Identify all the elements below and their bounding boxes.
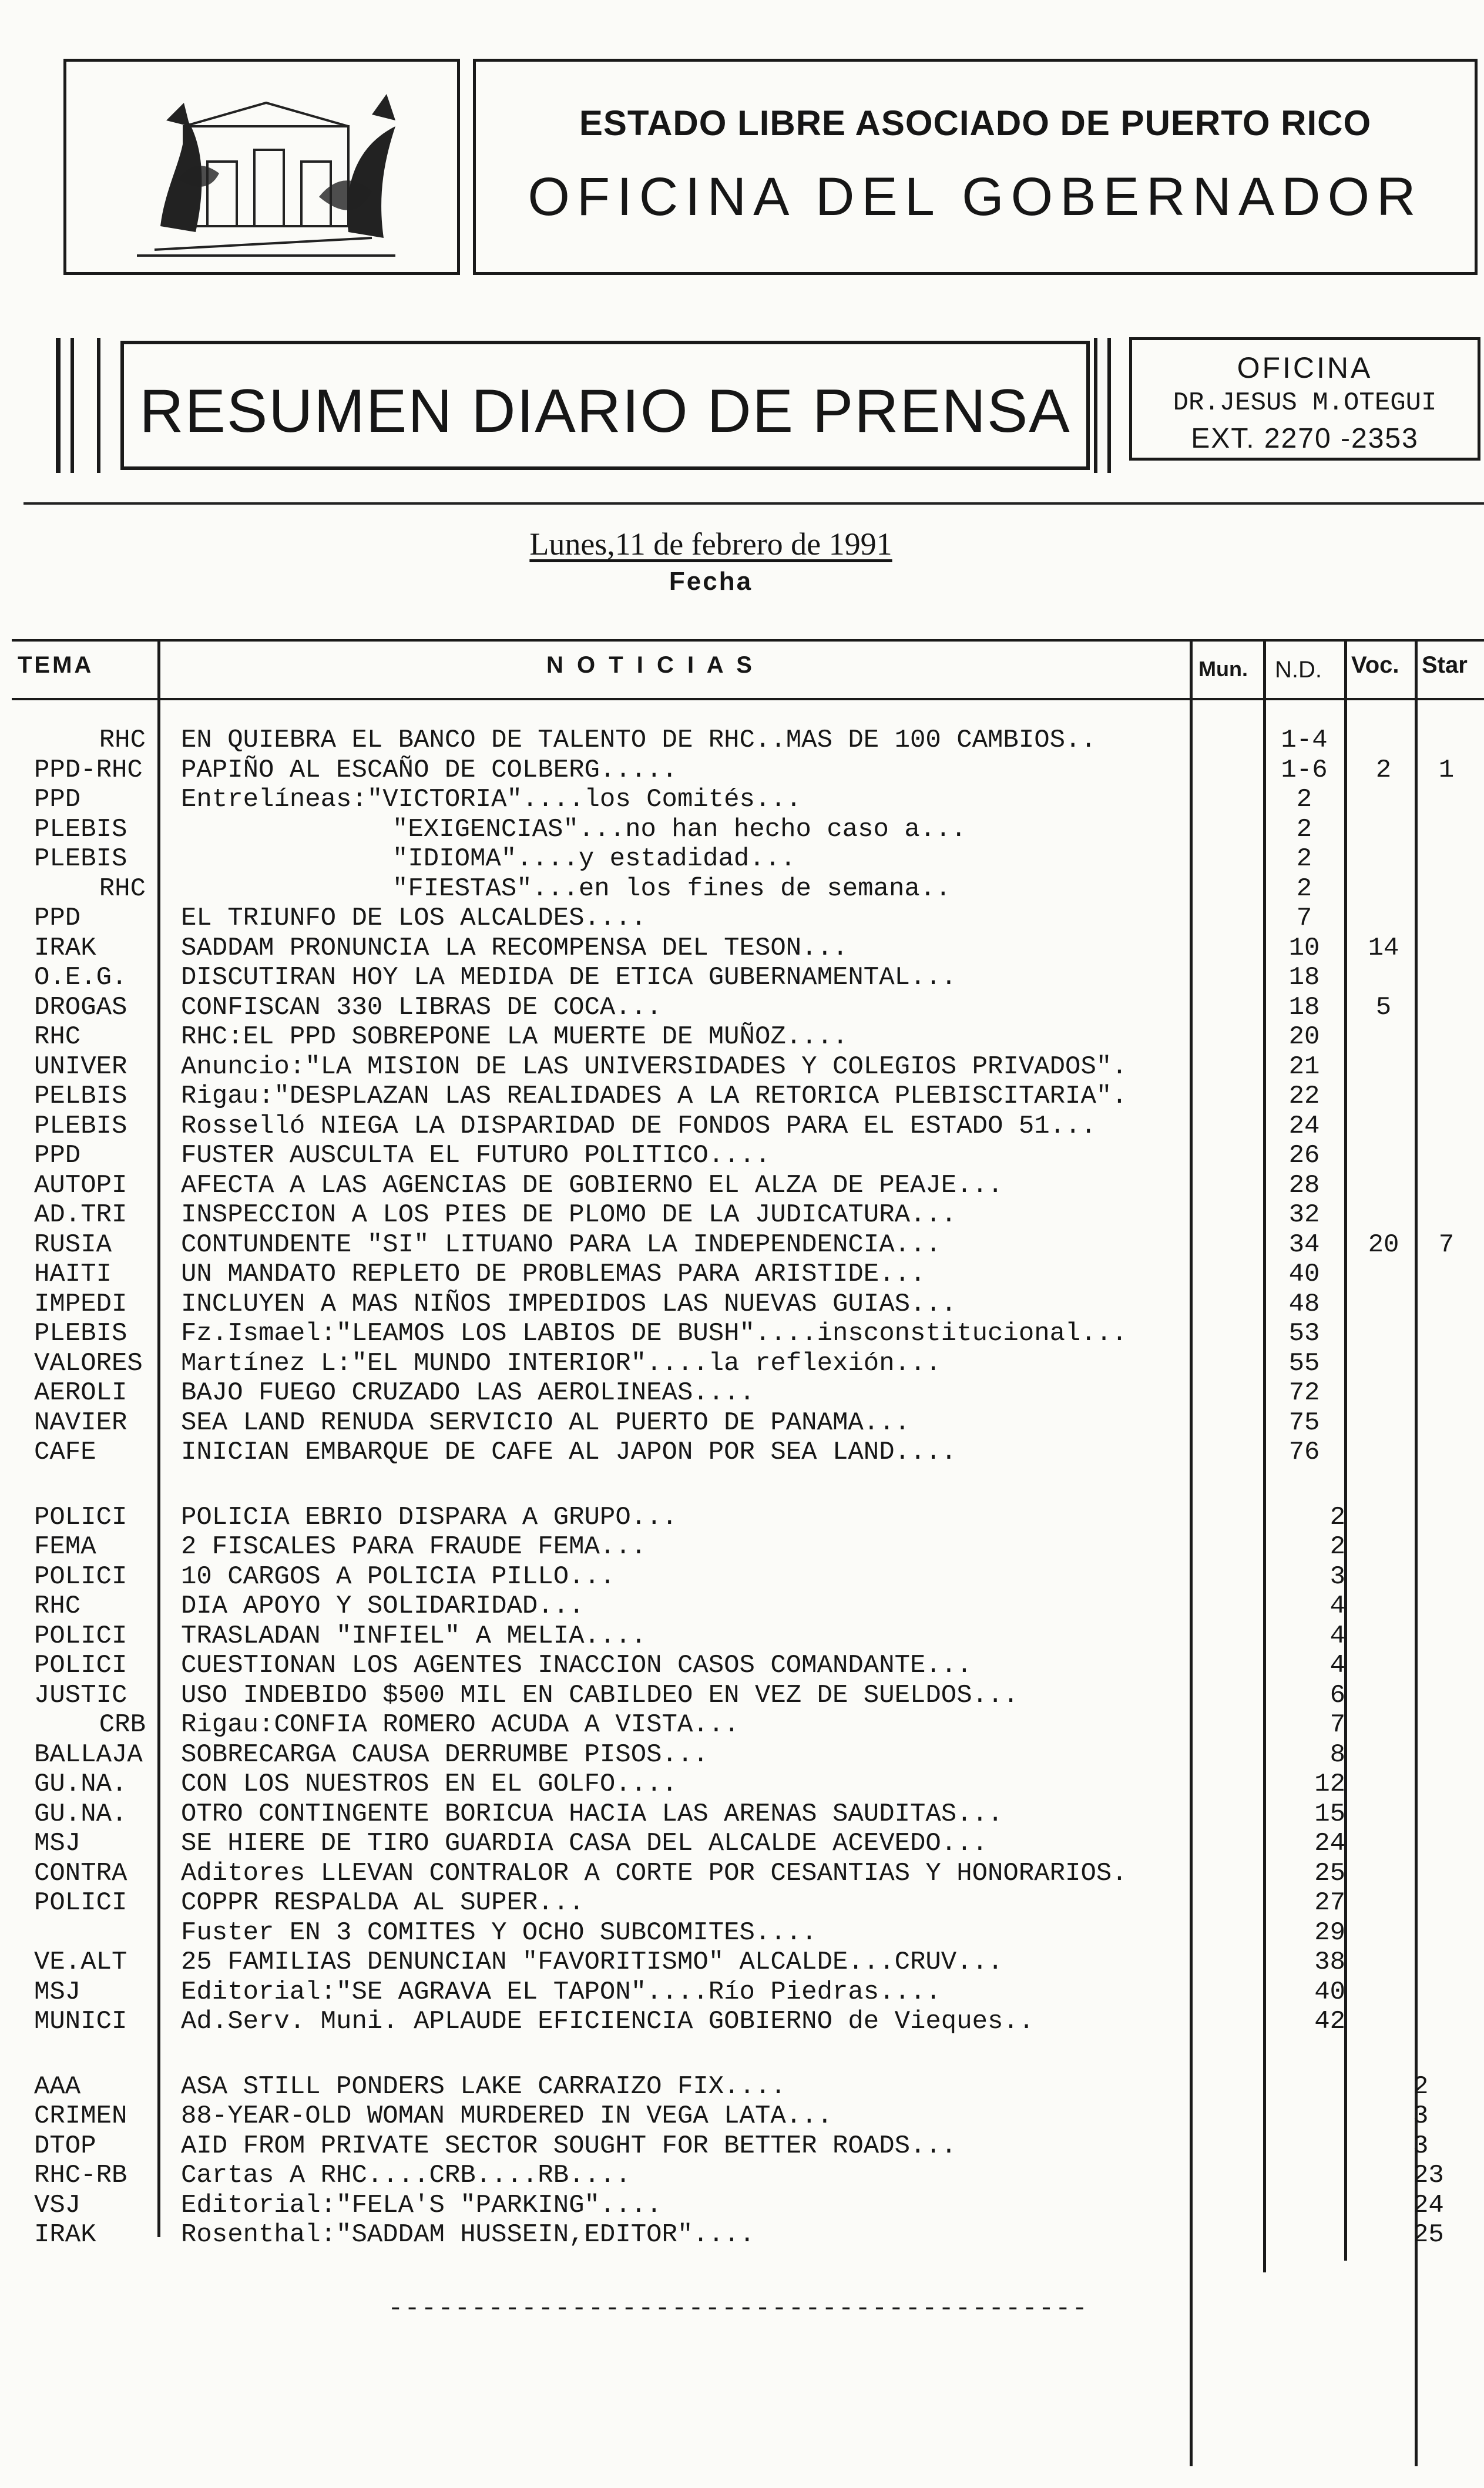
table-row xyxy=(0,815,1484,845)
nd-cell: 40 xyxy=(1288,1260,1320,1289)
news-cell: Rigau:CONFIA ROMERO ACUDA A VISTA... xyxy=(181,1710,740,1740)
table-row xyxy=(0,1977,1484,2007)
table-row xyxy=(0,785,1484,815)
tema-cell: RHC-RB xyxy=(34,2161,127,2190)
news-cell: INCLUYEN A MAS NIÑOS IMPEDIDOS LAS NUEVAS GUIAS... xyxy=(181,1289,957,1319)
tema-cell: PLEBIS xyxy=(34,844,127,874)
nd-cell: 2 xyxy=(1296,844,1312,874)
news-cell: Fuster EN 3 COMITES Y OCHO SUBCOMITES.... xyxy=(181,1918,817,1948)
news-cell: CONFISCAN 330 LIBRAS DE COCA... xyxy=(181,992,662,1022)
news-cell: Editorial:"FELA'S "PARKING".... xyxy=(181,2190,662,2220)
tema-cell: DROGAS xyxy=(34,992,127,1022)
table-row xyxy=(0,756,1484,785)
tema-cell: POLICI xyxy=(34,1621,127,1651)
tema-cell: FEMA xyxy=(34,1532,96,1562)
table-row xyxy=(0,1260,1484,1290)
oficina-label: OFICINA xyxy=(1237,351,1373,384)
table-row xyxy=(0,874,1484,904)
table-row xyxy=(0,1319,1484,1349)
nd-cell: 76 xyxy=(1288,1438,1320,1467)
oficina-box xyxy=(1129,337,1480,461)
nd-cell: 18 xyxy=(1288,963,1320,992)
governor-mansion-seal xyxy=(66,62,457,272)
news-cell: SE HIERE DE TIRO GUARDIA CASA DEL ALCALDE ACEVEDO... xyxy=(181,1829,988,1858)
table-row xyxy=(0,904,1484,934)
right-bar-1 xyxy=(1094,338,1097,473)
table-row xyxy=(0,1230,1484,1260)
table-row xyxy=(0,1799,1484,1829)
tema-cell: PPD-RHC xyxy=(34,755,143,785)
news-cell: CUESTIONAN LOS AGENTES INACCION CASOS COMANDANTE... xyxy=(181,1651,972,1680)
office-name: OFICINA DEL GOBERNADOR xyxy=(528,167,1423,227)
tema-cell: CONTRA xyxy=(34,1858,127,1888)
title-box xyxy=(473,59,1478,275)
nd-cell: 2 xyxy=(1329,1532,1345,1562)
news-cell: EL TRIUNFO DE LOS ALCALDES.... xyxy=(181,904,647,933)
tema-cell: CRIMEN xyxy=(34,2101,127,2131)
tema-cell: MSJ xyxy=(34,1977,81,2007)
nd-cell: 25 xyxy=(1314,1858,1345,1888)
table-row xyxy=(0,963,1484,993)
left-bar-2 xyxy=(70,338,74,473)
news-cell: CON LOS NUESTROS EN EL GOLFO.... xyxy=(181,1770,677,1799)
column-header-star: Star xyxy=(1422,652,1468,678)
tema-cell: POLICI xyxy=(34,1562,127,1591)
table-row xyxy=(0,1888,1484,1918)
voc-cell: 5 xyxy=(1375,992,1392,1022)
nd-cell: 75 xyxy=(1288,1408,1320,1438)
table-row xyxy=(0,1918,1484,1948)
nd-cell: 1-6 xyxy=(1281,755,1328,785)
tema-cell: MUNICI xyxy=(34,2007,127,2036)
table-row xyxy=(0,1503,1484,1533)
table-row xyxy=(0,1740,1484,1770)
news-cell: ASA STILL PONDERS LAKE CARRAIZO FIX.... xyxy=(181,2071,786,2101)
nd-cell: 48 xyxy=(1288,1289,1320,1319)
table-row xyxy=(0,2101,1484,2131)
tema-cell: RHC xyxy=(99,726,146,755)
star-cell: 3 xyxy=(1413,2101,1429,2131)
nd-cell: 34 xyxy=(1288,1230,1320,1260)
nd-cell: 20 xyxy=(1288,1022,1320,1052)
news-cell: INSPECCION A LOS PIES DE PLOMO DE LA JUDICATURA... xyxy=(181,1200,957,1230)
table-row xyxy=(0,2220,1484,2250)
voc-cell: 2 xyxy=(1375,755,1392,785)
column-header-tema: TEMA xyxy=(18,652,94,678)
table-row xyxy=(0,934,1484,963)
news-cell: CONTUNDENTE "SI" LITUANO PARA LA INDEPENDENCIA... xyxy=(181,1230,941,1260)
oficina-name: DR.JESUS M.OTEGUI xyxy=(1173,388,1437,418)
tema-cell: HAITI xyxy=(34,1260,112,1289)
table-row xyxy=(0,726,1484,756)
tema-cell: IMPEDI xyxy=(34,1289,127,1319)
star-cell: 3 xyxy=(1413,2131,1429,2161)
star-cell: 1 xyxy=(1438,755,1455,785)
news-cell: USO INDEBIDO $500 MIL EN CABILDEO EN VEZ DE SUELDOS... xyxy=(181,1680,1019,1710)
agency-name: ESTADO LIBRE ASOCIADO DE PUERTO RICO xyxy=(579,103,1372,143)
tema-cell: PPD xyxy=(34,1141,81,1170)
tema-cell: PLEBIS xyxy=(34,814,127,844)
nd-cell: 4 xyxy=(1329,1651,1345,1680)
news-cell: Rigau:"DESPLAZAN LAS REALIDADES A LA RETORICA PLEBISCITARIA". xyxy=(181,1082,1127,1111)
news-cell: PAPIÑO AL ESCAÑO DE COLBERG..... xyxy=(181,755,677,785)
table-row xyxy=(0,1378,1484,1408)
tema-cell: DTOP xyxy=(34,2131,96,2161)
nd-cell: 26 xyxy=(1288,1141,1320,1170)
tema-cell: NAVIER xyxy=(34,1408,127,1438)
table-row xyxy=(0,2072,1484,2102)
date-label: Fecha xyxy=(669,567,753,596)
news-cell: BAJO FUEGO CRUZADO LAS AEROLINEAS.... xyxy=(181,1378,755,1408)
news-cell: SEA LAND RENUDA SERVICIO AL PUERTO DE PANAMA... xyxy=(181,1408,911,1438)
nd-cell: 32 xyxy=(1288,1200,1320,1230)
news-cell: 10 CARGOS A POLICIA PILLO... xyxy=(181,1562,616,1591)
nd-cell: 12 xyxy=(1314,1770,1345,1799)
tema-cell: POLICI xyxy=(34,1651,127,1680)
news-cell: POLICIA EBRIO DISPARA A GRUPO... xyxy=(181,1502,677,1532)
nd-cell: 8 xyxy=(1329,1740,1345,1770)
tema-cell: PLEBIS xyxy=(34,1111,127,1141)
table-row xyxy=(0,1171,1484,1201)
news-cell: Rosselló NIEGA LA DISPARIDAD DE FONDOS PARA EL ESTADO 51... xyxy=(181,1111,1096,1141)
news-cell: INICIAN EMBARQUE DE CAFE AL JAPON POR SEA LAND.... xyxy=(181,1438,957,1467)
news-cell: DISCUTIRAN HOY LA MEDIDA DE ETICA GUBERNAMENTAL... xyxy=(181,963,957,992)
news-cell: Aditores LLEVAN CONTRALOR A CORTE POR CESANTIAS Y HONORARIOS. xyxy=(181,1858,1127,1888)
star-cell: 7 xyxy=(1438,1230,1455,1260)
column-header-mun: Mun. xyxy=(1198,657,1248,681)
tema-cell: AUTOPI xyxy=(34,1170,127,1200)
nd-cell: 2 xyxy=(1329,1502,1345,1532)
table-row xyxy=(0,1651,1484,1681)
table-row xyxy=(0,1829,1484,1859)
header-rule xyxy=(23,502,1484,505)
nd-cell: 1-4 xyxy=(1281,726,1328,755)
nd-cell: 2 xyxy=(1296,814,1312,844)
nd-cell: 10 xyxy=(1288,933,1320,963)
tema-cell: O.E.G. xyxy=(34,963,127,992)
news-cell: DIA APOYO Y SOLIDARIDAD... xyxy=(181,1591,585,1621)
tema-cell: RUSIA xyxy=(34,1230,112,1260)
news-cell: Fz.Ismael:"LEAMOS LOS LABIOS DE BUSH"....insconstitucional... xyxy=(181,1319,1127,1348)
table-row xyxy=(0,1082,1484,1112)
news-cell: Martínez L:"EL MUNDO INTERIOR"....la reflexión... xyxy=(181,1348,941,1378)
table-row xyxy=(0,1112,1484,1141)
tema-cell: GU.NA. xyxy=(34,1799,127,1829)
star-cell: 23 xyxy=(1413,2161,1444,2190)
logo-box xyxy=(63,59,460,275)
tema-cell: VALORES xyxy=(34,1348,143,1378)
tema-cell: VSJ xyxy=(34,2190,81,2220)
news-cell: FUSTER AUSCULTA EL FUTURO POLITICO.... xyxy=(181,1141,771,1170)
tema-cell: AAA xyxy=(34,2071,81,2101)
nd-cell: 22 xyxy=(1288,1082,1320,1111)
nd-cell: 15 xyxy=(1314,1799,1345,1829)
table-row xyxy=(0,2007,1484,2037)
nd-cell: 7 xyxy=(1329,1710,1345,1740)
date-value: Lunes,11 de febrero de 1991 xyxy=(529,526,892,562)
table-row xyxy=(0,1710,1484,1740)
tema-cell: JUSTIC xyxy=(34,1680,127,1710)
table-row xyxy=(0,1438,1484,1468)
tema-cell: AD.TRI xyxy=(34,1200,127,1230)
table-row xyxy=(0,1290,1484,1319)
table-row xyxy=(0,1532,1484,1562)
table-row xyxy=(0,993,1484,1023)
document-title: RESUMEN DIARIO DE PRENSA xyxy=(139,377,1071,445)
news-cell: "IDIOMA"....y estadidad... xyxy=(392,844,796,874)
news-cell: AID FROM PRIVATE SECTOR SOUGHT FOR BETTER ROADS... xyxy=(181,2131,957,2161)
tema-cell: UNIVER xyxy=(34,1052,127,1082)
table-row xyxy=(0,1200,1484,1230)
column-header-nd: N.D. xyxy=(1275,657,1322,683)
news-cell: Anuncio:"LA MISION DE LAS UNIVERSIDADES Y COLEGIOS PRIVADOS". xyxy=(181,1052,1127,1082)
table-row xyxy=(0,1022,1484,1052)
news-cell: UN MANDATO REPLETO DE PROBLEMAS PARA ARISTIDE... xyxy=(181,1260,926,1289)
voc-cell: 20 xyxy=(1368,1230,1399,1260)
star-cell: 24 xyxy=(1413,2190,1444,2220)
end-divider: ------------------------------------------ xyxy=(388,2294,1089,2324)
news-cell: 88-YEAR-OLD WOMAN MURDERED IN VEGA LATA... xyxy=(181,2101,832,2131)
table-row xyxy=(0,1681,1484,1711)
table-row xyxy=(0,1562,1484,1592)
nd-cell: 3 xyxy=(1329,1562,1345,1591)
tema-cell: CAFE xyxy=(34,1438,96,1467)
table-row xyxy=(0,1408,1484,1438)
table-row xyxy=(0,1349,1484,1379)
table-row xyxy=(0,2131,1484,2161)
news-list xyxy=(0,726,1484,2250)
tema-cell: IRAK xyxy=(34,2220,96,2249)
news-cell: Ad.Serv. Muni. APLAUDE EFICIENCIA GOBIERNO de Vieques.. xyxy=(181,2007,1035,2036)
tema-cell: VE.ALT xyxy=(34,1948,127,1977)
section-gap xyxy=(0,2037,1484,2072)
column-header-noticias: N O T I C I A S xyxy=(546,652,756,678)
table-row xyxy=(0,2191,1484,2221)
tema-cell: PPD xyxy=(34,785,81,814)
news-cell: OTRO CONTINGENTE BORICUA HACIA LAS ARENAS SAUDITAS... xyxy=(181,1799,1003,1829)
table-row xyxy=(0,844,1484,874)
tema-cell: RHC xyxy=(34,1591,81,1621)
nd-cell: 27 xyxy=(1314,1888,1345,1918)
news-cell: 2 FISCALES PARA FRAUDE FEMA... xyxy=(181,1532,647,1562)
oficina-extension: EXT. 2270 -2353 xyxy=(1191,423,1419,454)
news-cell: AFECTA A LAS AGENCIAS DE GOBIERNO EL ALZA DE PEAJE... xyxy=(181,1170,1003,1200)
column-header-voc: Voc. xyxy=(1351,652,1399,678)
news-cell: "FIESTAS"...en los fines de semana.. xyxy=(392,874,951,904)
nd-cell: 24 xyxy=(1288,1111,1320,1141)
nd-cell: 53 xyxy=(1288,1319,1320,1348)
right-bar-2 xyxy=(1107,338,1111,473)
nd-cell: 55 xyxy=(1288,1348,1320,1378)
star-cell: 25 xyxy=(1413,2220,1444,2249)
tema-cell: IRAK xyxy=(34,933,96,963)
nd-cell: 28 xyxy=(1288,1170,1320,1200)
news-cell: 25 FAMILIAS DENUNCIAN "FAVORITISMO" ALCALDE...CRUV... xyxy=(181,1948,1003,1977)
tema-cell: AEROLI xyxy=(34,1378,127,1408)
nd-cell: 29 xyxy=(1314,1918,1345,1948)
tema-cell: MSJ xyxy=(34,1829,81,1858)
left-bar-1 xyxy=(56,338,61,473)
table-row xyxy=(0,1770,1484,1799)
nd-cell: 6 xyxy=(1329,1680,1345,1710)
table-row xyxy=(0,1948,1484,1977)
tema-cell: GU.NA. xyxy=(34,1770,127,1799)
tema-cell: RHC xyxy=(99,874,146,904)
tema-cell: PELBIS xyxy=(34,1082,127,1111)
left-bar-3 xyxy=(97,338,100,473)
tema-cell: POLICI xyxy=(34,1888,127,1918)
nd-cell: 2 xyxy=(1296,874,1312,904)
nd-cell: 4 xyxy=(1329,1591,1345,1621)
news-cell: Editorial:"SE AGRAVA EL TAPON"....Río Piedras.... xyxy=(181,1977,941,2007)
nd-cell: 18 xyxy=(1288,992,1320,1022)
news-cell: Rosenthal:"SADDAM HUSSEIN,EDITOR".... xyxy=(181,2220,755,2249)
nd-cell: 40 xyxy=(1314,1977,1345,2007)
nd-cell: 42 xyxy=(1314,2007,1345,2036)
table-row xyxy=(0,1859,1484,1889)
tema-cell: RHC xyxy=(34,1022,81,1052)
voc-cell: 14 xyxy=(1368,933,1399,963)
news-cell: COPPR RESPALDA AL SUPER... xyxy=(181,1888,585,1918)
date-line xyxy=(0,526,1422,562)
table-row xyxy=(0,1141,1484,1171)
tema-cell: POLICI xyxy=(34,1502,127,1532)
section-gap xyxy=(0,1468,1484,1503)
table-row xyxy=(0,1621,1484,1651)
nd-cell: 2 xyxy=(1296,785,1312,814)
nd-cell: 72 xyxy=(1288,1378,1320,1408)
nd-cell: 21 xyxy=(1288,1052,1320,1082)
news-cell: RHC:EL PPD SOBREPONE LA MUERTE DE MUÑOZ.... xyxy=(181,1022,848,1052)
news-cell: SOBRECARGA CAUSA DERRUMBE PISOS... xyxy=(181,1740,709,1770)
tema-cell: PLEBIS xyxy=(34,1319,127,1348)
news-cell: Entrelíneas:"VICTORIA"....los Comités... xyxy=(181,785,802,814)
tema-cell: BALLAJA xyxy=(34,1740,143,1770)
nd-cell: 4 xyxy=(1329,1621,1345,1651)
news-cell: Cartas A RHC....CRB....RB.... xyxy=(181,2161,631,2190)
table-row xyxy=(0,1591,1484,1621)
news-cell: SADDAM PRONUNCIA LA RECOMPENSA DEL TESON... xyxy=(181,933,848,963)
news-cell: TRASLADAN "INFIEL" A MELIA.... xyxy=(181,1621,647,1651)
title-frame xyxy=(120,341,1090,470)
table-row xyxy=(0,2161,1484,2191)
tema-cell: PPD xyxy=(34,904,81,933)
nd-cell: 7 xyxy=(1296,904,1312,933)
nd-cell: 38 xyxy=(1314,1948,1345,1977)
star-cell: 2 xyxy=(1413,2071,1429,2101)
table-row xyxy=(0,1052,1484,1082)
nd-cell: 24 xyxy=(1314,1829,1345,1858)
news-cell: EN QUIEBRA EL BANCO DE TALENTO DE RHC..MAS DE 100 CAMBIOS.. xyxy=(181,726,1096,755)
tema-cell: CRB xyxy=(99,1710,146,1740)
news-cell: "EXIGENCIAS"...no han hecho caso a... xyxy=(392,814,966,844)
